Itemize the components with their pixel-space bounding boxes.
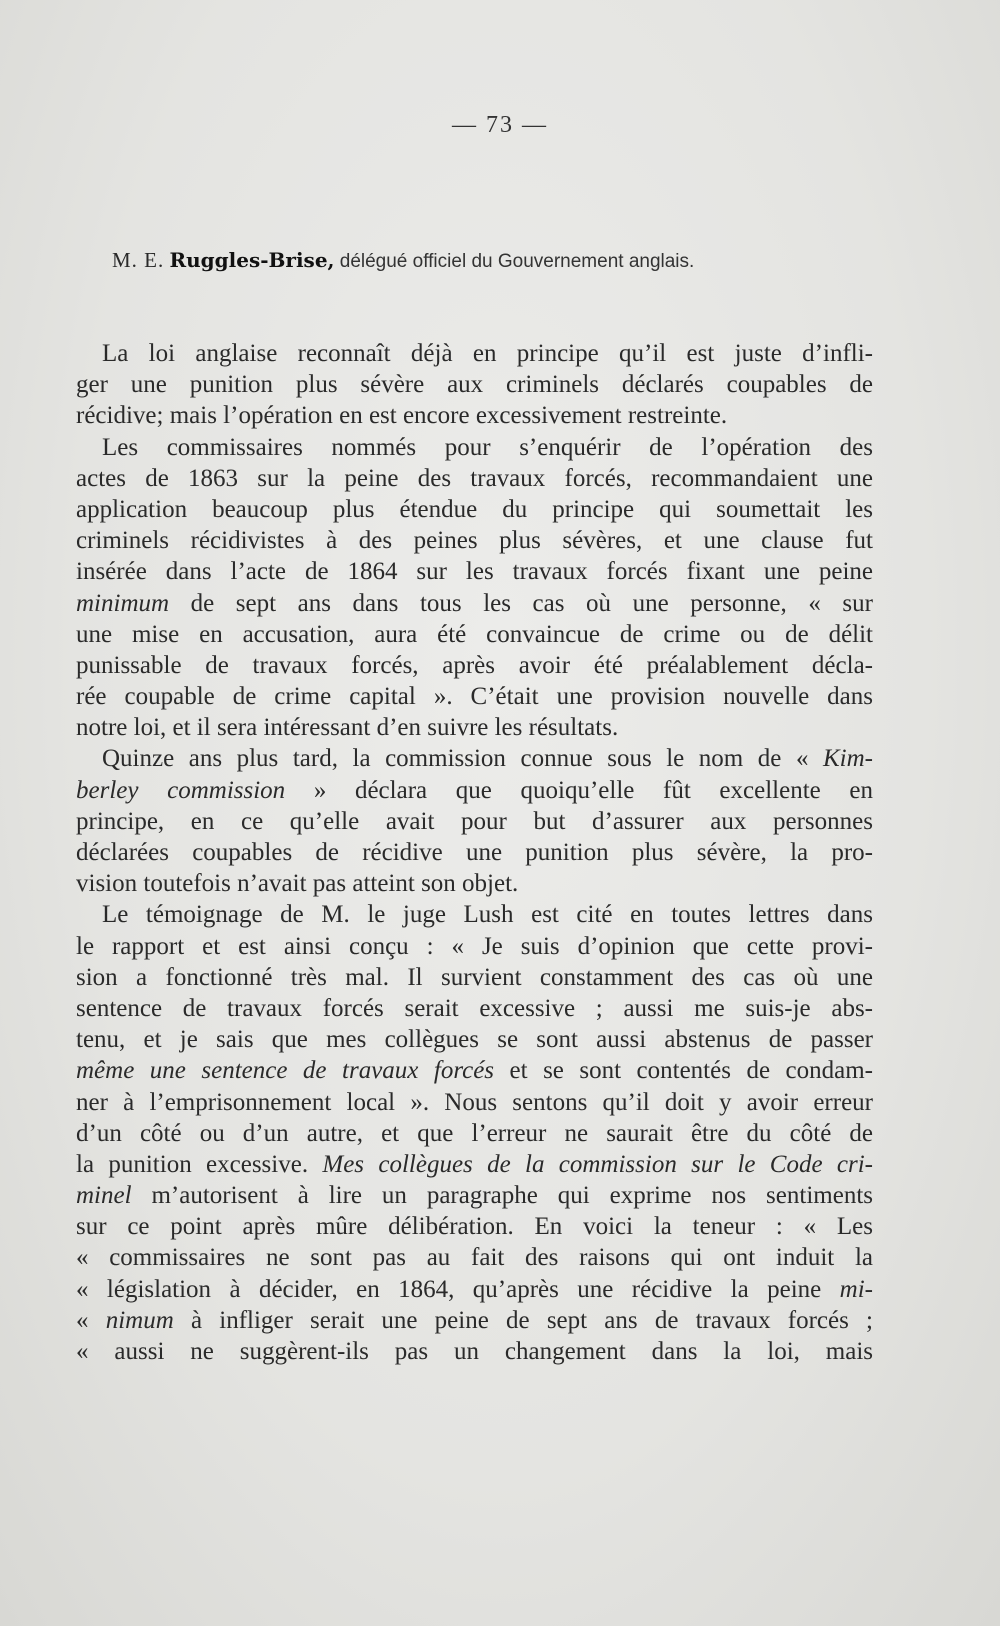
text-segment: de sept ans dans tous les cas où une personne, « sur bbox=[169, 589, 873, 617]
text-line bbox=[76, 369, 873, 400]
text-segment: insérée dans l’acte de 1864 sur les travaux forcés fixant une peine bbox=[76, 558, 873, 586]
text-line bbox=[76, 681, 873, 712]
speaker-prefix: M. E. bbox=[112, 248, 165, 272]
body-text bbox=[76, 338, 873, 1367]
text-line bbox=[76, 1118, 873, 1149]
text-segment: la punition excessive. bbox=[76, 1150, 323, 1178]
text-line bbox=[76, 1242, 873, 1273]
text-line bbox=[76, 1336, 873, 1367]
italic-text: Mes collègues de la commission sur le Code cri- bbox=[322, 1150, 873, 1178]
text-segment: récidive; mais l’opération en est encore excessivement restreinte. bbox=[76, 402, 728, 430]
text-line bbox=[76, 868, 873, 899]
text-line bbox=[76, 556, 873, 587]
text-segment: ger une punition plus sévère aux criminels déclarés coupables de bbox=[76, 371, 873, 399]
italic-text: minel bbox=[76, 1182, 132, 1210]
text-segment: application beaucoup plus étendue du principe qui soumettait les bbox=[76, 495, 873, 523]
text-line bbox=[76, 1211, 873, 1242]
text-segment: notre loi, et il sera intéressant d’en suivre les résultats. bbox=[76, 714, 619, 742]
text-segment: « bbox=[76, 1306, 106, 1334]
speaker-name: Ruggles-Brise, bbox=[169, 248, 335, 272]
italic-text: nimum bbox=[105, 1306, 174, 1334]
text-segment: vision toutefois n’avait pas atteint son objet. bbox=[76, 870, 519, 898]
text-segment: sur ce point après mûre délibération. En voici la teneur : « Les bbox=[76, 1213, 873, 1241]
text-line bbox=[76, 712, 873, 743]
text-line bbox=[76, 837, 873, 868]
text-segment: « aussi ne suggèrent-ils pas un changement dans la loi, mais bbox=[76, 1338, 873, 1365]
text-line bbox=[76, 525, 873, 556]
text-line bbox=[76, 1149, 873, 1180]
text-segment: ner à l’emprisonnement local ». Nous sentons qu’il doit y avoir erreur bbox=[76, 1088, 873, 1116]
text-line bbox=[76, 432, 873, 463]
italic-text: berley commission bbox=[76, 776, 286, 804]
text-segment: criminels récidivistes à des peines plus sévères, et une clause fut bbox=[76, 527, 873, 555]
text-line bbox=[76, 338, 873, 369]
text-line bbox=[76, 1087, 873, 1118]
italic-text: mi- bbox=[839, 1275, 873, 1303]
text-segment: rée coupable de crime capital ». C’était une provision nouvelle dans bbox=[76, 683, 873, 711]
text-segment: Le témoignage de M. le juge Lush est cité en toutes lettres dans bbox=[102, 901, 873, 929]
text-line bbox=[76, 1180, 873, 1211]
text-segment: » déclara que quoiqu’elle fût excellente en bbox=[285, 776, 873, 804]
text-segment: tenu, et je sais que mes collègues se sont aussi abstenus de passer bbox=[76, 1026, 873, 1054]
text-line bbox=[76, 1274, 873, 1305]
text-line bbox=[76, 650, 873, 681]
text-segment: Quinze ans plus tard, la commission connue sous le nom de « bbox=[102, 745, 823, 773]
text-segment: et se sont contentés de condam- bbox=[494, 1057, 873, 1085]
text-line bbox=[76, 619, 873, 650]
text-segment: « commissaires ne sont pas au fait des raisons qui ont induit la bbox=[76, 1244, 873, 1272]
text-segment: une mise en accusation, aura été convaincue de crime ou de délit bbox=[76, 620, 873, 648]
text-segment: principe, en ce qu’elle avait pour but d’assurer aux personnes bbox=[76, 807, 873, 835]
text-segment: à infliger serait une peine de sept ans de travaux forcés ; bbox=[173, 1306, 873, 1334]
text-segment: actes de 1863 sur la peine des travaux forcés, recommandaient une bbox=[76, 464, 873, 492]
text-line bbox=[76, 494, 873, 525]
text-line bbox=[76, 743, 873, 774]
text-segment: d’un côté ou d’un autre, et que l’erreur ne saurait être du côté de bbox=[76, 1119, 873, 1147]
italic-text: minimum bbox=[76, 589, 170, 617]
text-segment: « législation à décider, en 1864, qu’après une récidive la peine bbox=[76, 1275, 840, 1303]
text-segment: déclarées coupables de récidive une punition plus sévère, la pro- bbox=[76, 839, 873, 866]
text-line bbox=[76, 931, 873, 962]
text-segment: La loi anglaise reconnaît déjà en principe qu’il est juste d’infli- bbox=[102, 340, 873, 367]
speaker-heading bbox=[112, 248, 902, 273]
text-line bbox=[76, 899, 873, 930]
page-number: — 73 — bbox=[452, 112, 548, 138]
text-line bbox=[76, 993, 873, 1024]
text-line bbox=[76, 1024, 873, 1055]
text-line bbox=[76, 962, 873, 993]
text-line bbox=[76, 588, 873, 619]
italic-text: même une sentence de travaux forcés bbox=[76, 1057, 495, 1085]
text-line bbox=[76, 463, 873, 494]
text-line bbox=[76, 775, 873, 806]
text-line bbox=[76, 1055, 873, 1086]
text-line bbox=[76, 1305, 873, 1336]
text-segment: le rapport et est ainsi conçu : « Je suis d’opinion que cette provi- bbox=[76, 932, 873, 960]
text-segment: punissable de travaux forcés, après avoir été préalablement décla- bbox=[76, 651, 873, 679]
text-segment: Les commissaires nommés pour s’enquérir de l’opération des bbox=[102, 433, 873, 461]
text-segment: m’autorisent à lire un paragraphe qui exprime nos sentiments bbox=[131, 1182, 873, 1210]
text-segment: sentence de travaux forcés serait excessive ; aussi me suis-je abs- bbox=[76, 994, 873, 1022]
text-segment: sion a fonctionné très mal. Il survient constamment des cas où une bbox=[76, 963, 873, 991]
italic-text: Kim- bbox=[823, 745, 873, 773]
text-line bbox=[76, 400, 873, 431]
text-line bbox=[76, 806, 873, 837]
speaker-role: délégué officiel du Gouvernement anglais. bbox=[339, 251, 695, 272]
